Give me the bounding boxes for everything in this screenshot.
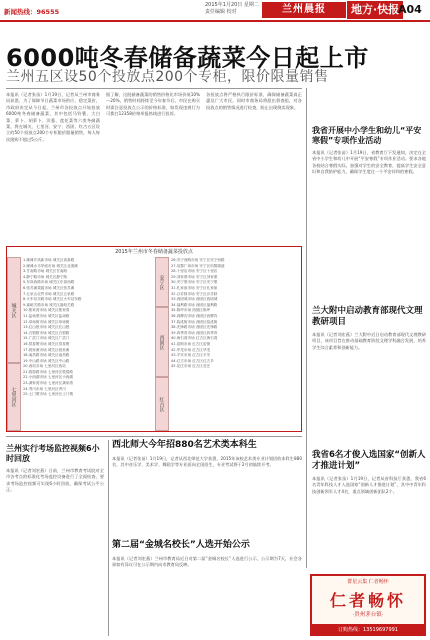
table-row: 43.平安市场 红古区平安 (171, 353, 211, 358)
column-divider (306, 88, 307, 568)
table-row: 3.甘南路市场 城关区甘南路 (23, 269, 68, 274)
column-divider (108, 440, 109, 636)
sub-headline: 兰州五区设50个投放点200个专柜，限价限量销售 (6, 69, 329, 85)
group-label: 七里河区 (7, 363, 21, 431)
table-row: 38.先锋路市场 西固区先锋路 (171, 325, 218, 330)
page-header (0, 0, 430, 22)
table-row: 7.五泉山农贸市场 城关区五泉路 (23, 291, 75, 296)
table-row: 36.西柳沟市场 西固区西柳沟 (171, 313, 218, 318)
table-row: 14.白银路市场 城关区白银路 (23, 330, 70, 335)
table-row: 22.小西湖市场 七里河区小西湖 (23, 375, 73, 380)
table-row: 30.安宁堡市场 安宁区安宁堡 (171, 280, 218, 285)
story3-body: 本报讯（记者张苗）1月19日，记者从省科技厅获悉，我省6名青年科技人才入选国家“创新人才推进计划”，其中中青年科技创新领军人才4名，重点领域创新团队2个。 (312, 476, 426, 494)
ad-phone: 订购热线：13519697991 (312, 624, 424, 636)
ad-name: 仁者畅怀 (329, 591, 406, 610)
date-line (205, 2, 259, 15)
page-number: A04 (398, 3, 422, 16)
group-label: 红古区 (155, 377, 169, 431)
editors: 责任编辑 校对 (205, 8, 237, 15)
group-label: 城关区 (7, 257, 21, 363)
body-column-1: 本报讯（记者张苗）1月19日，记者从兰州市商务局获悉，为了保障节日蔬菜市场供应，稳定菜价，市政府决定从今日起，兰州市各投放点开始投放6000吨冬春储备蔬菜，其中包括马铃薯、大白菜、萝卜、胡萝卜、洋葱、莲花菜等六类冬储蔬菜，将在城关、七里河、安宁、西固、红古五区设立的50个投放点200个专柜限价限量销售，每人每次限购不超过5公斤。 (6, 92, 100, 142)
table-row: 16.拱星墩市场 城关区拱星墩 (23, 341, 70, 346)
bottom-title: 第二届“金城名校长”人选开始公示 (112, 540, 250, 550)
table-row: 31.孔家崖市场 安宁区孔家崖 (171, 285, 218, 290)
table-row: 24.秀川市场 七里河区秀川 (23, 386, 66, 391)
table-row: 17.段家滩市场 城关区段家滩 (23, 347, 70, 352)
table-caption: 2015年兰州市冬春储备蔬菜投放点 (115, 249, 193, 255)
table-row: 1.雁滩乡高新市场 城关区高新路 (23, 258, 75, 262)
bottom-left-body: 本报讯（记者刘宏燕）日前，兰州市教育考试院对全市各考点的标准化考场监控设备进行了全面检查，要求考场监控视频可实现6小时回放，确保考试公平公正。 (6, 468, 104, 493)
ad-tagline: 群星云集 仁者畅怀 (347, 579, 389, 585)
table-row: 9.嘉峪关路市场 城关区嘉峪关路 (23, 302, 75, 307)
vendor-table (6, 246, 302, 432)
mid-body: 本报讯（记者张苗）1月19日，记者从西北师范大学获悉，2015年该校艺术类专业计划招收本科生880名，其中音乐学、美术学、舞蹈学等专业面向全国招生，专业考试将于2月初陆续开考。 (112, 456, 302, 468)
table-row: 13.红山根市场 城关区红山根 (23, 325, 70, 330)
table-row: 21.敦煌路市场 七里河区敦煌路 (23, 369, 73, 374)
table-row: 34.福利路市场 西固区福利路 (171, 302, 218, 307)
advertisement[interactable] (310, 574, 426, 636)
table-row: 40.海石湾市场 红古区海石湾 (171, 336, 218, 341)
date: 2015年1月20日 星期二 (205, 2, 259, 8)
table-row: 41.窑街市场 红古区窑街 (171, 341, 211, 346)
table-row: 32.沙井驿市场 安宁区沙井驿 (171, 291, 218, 296)
mid-title: 西北师大今年招880名艺术类本科生 (112, 440, 257, 450)
body-column-3: 各投放点将严格执行限价标准，确保储备蔬菜真正惠及广大市民，同时市商务局将派出督查组，对各投放点的销售情况进行检查，防止出现倒卖现象。 (206, 92, 302, 110)
table-row: 27.培黎广场市场 安宁区培黎街道 (171, 263, 225, 268)
table-row: 18.南昌路市场 城关区南昌路 (23, 353, 70, 358)
table-row: 35.陈坪市场 西固区陈坪 (171, 308, 211, 313)
story2-title: 兰大附中启动教育部现代文理教研项目 (312, 306, 423, 327)
divider (6, 436, 302, 437)
bottom-left-title: 兰州实行考场监控视频6小时回放 (6, 444, 100, 463)
table-left-rows (23, 258, 153, 398)
table-row: 45.花庄市场 红古区花庄 (171, 364, 211, 369)
table-row: 25.土门墩市场 七里河区土门墩 (23, 392, 73, 397)
table-row: 23.龚家湾市场 七里河区龚家湾 (23, 381, 73, 386)
table-right-rows (171, 258, 301, 370)
table-row: 42.华龙市场 红古区华龙 (171, 347, 211, 352)
table-row: 28.十里店市场 安宁区十里店 (171, 269, 218, 274)
table-row: 8.火车站东路市场 城关区火车站东路 (23, 297, 82, 302)
table-row: 37.临洮街市场 西固区临洮街 (171, 319, 218, 324)
table-row: 33.西固城市场 西固区西固城 (171, 297, 218, 302)
story1-title: 我省开展中小学生和幼儿“平安寒假”专项作业活动 (312, 126, 422, 145)
story2-body: 本报讯（记者刘宏燕）兰大附中近日启动教育部现代文理教研项目，该项目旨在推动基础教育阶段文理学科融合发展，培养学生综合素养和创新能力。 (312, 332, 426, 350)
group-label: 西固区 (155, 307, 169, 377)
table-row: 29.刘家堡市场 安宁区刘家堡 (171, 274, 218, 279)
group-label: 安宁区 (155, 257, 169, 307)
table-row: 5.东岗西路市场 城关区东岗西路 (23, 280, 75, 285)
body-column-2: 据了解，这批储备蔬菜的销售价格比市场价低10%～20%，销售时间持续至今年春节后。市民在购买时需注意投放点公示的价格标准，如发现违规行为可拨打12358价格举报热线进行投诉。 (106, 92, 200, 117)
ad-sub: ·贵州茅台镇· (352, 612, 384, 618)
hotline: 新闻热线：96555 (4, 8, 60, 16)
story3-title: 我省6名才俊入选国家“创新人才推进计划” (312, 450, 426, 471)
table-row: 11.盐场堡市场 城关区盐场路 (23, 313, 70, 318)
table-row: 12.草场街市场 城关区草场街 (23, 319, 70, 324)
main-headline: 6000吨冬春储备蔬菜今日起上市 (6, 44, 369, 72)
bottom-body: 本报讯（记者刘宏燕）兰州市教育局近日对第二届“金城名校长”人选进行公示，公示期为7天，社会各界如有异议可在公示期内向市教育局反映。 (112, 556, 302, 568)
table-row: 44.红古市场 红古区红古乡 (171, 358, 214, 363)
table-row: 20.西站市场 七里河区西站 (23, 364, 66, 369)
story1-body: 本报讯（记者张苗）1月19日，省教育厅下发通知，决定在全省中小学生和幼儿中开展“平安寒假”专项作业活动。要求各地各校结合寒假实际，加强对学生的安全教育，提高学生安全意识和自我防护能力，确保学生度过一个平安祥和的寒假。 (312, 150, 426, 175)
section-name: 地方·快报 (347, 1, 403, 19)
table-row: 39.四季青市场 西固区四季青 (171, 330, 218, 335)
table-row: 4.静宁路市场 城关区静宁路 (23, 274, 68, 279)
table-row: 15.广武门市场 城关区广武门 (23, 336, 70, 341)
table-row: 26.安宁西路市场 安宁区安宁西路 (171, 258, 225, 262)
table-row: 2.雁滩水木华庭市场 城关区北面滩 (23, 263, 78, 268)
divider (6, 88, 302, 89)
newspaper-brand: 兰州晨报 (262, 2, 346, 18)
table-row: 19.中山路市场 城关区中山路 (23, 358, 70, 363)
table-row: 10.焦家湾市场 城关区焦家湾 (23, 308, 70, 313)
table-row: 6.张苏滩果蔬市场 城关区张苏滩 (23, 285, 75, 290)
